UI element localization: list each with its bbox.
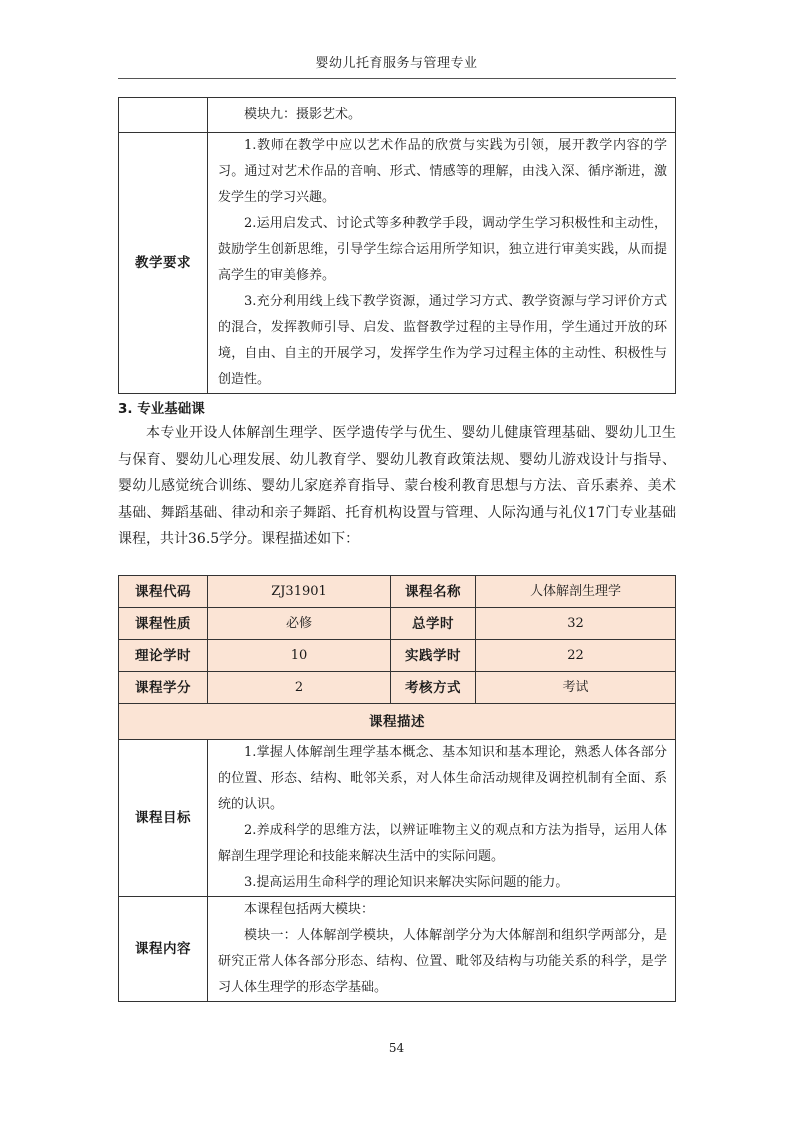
- teaching-requirements-label: 教学要求: [119, 133, 208, 394]
- requirement-paragraph: 2.运用启发式、讨论式等多种教学手段，调动学生学习积极性和主动性，鼓励学生创新思维，引导学生综合运用所学知识，独立进行审美实践，从而提高学生的审美修养。: [218, 216, 667, 283]
- table-row: [119, 133, 676, 394]
- empty-label-cell: [119, 98, 208, 133]
- course-content-cell: [208, 897, 676, 1002]
- course-objectives-content: [208, 740, 676, 897]
- content-paragraph: 模块一：人体解剖学模块，人体解剖学分为大体解剖和组织学两部分，是研究正常人体各部分形态、结构、位置、毗邻及结构与功能关系的科学，是学习人体生理学的形态学基础。: [218, 928, 667, 995]
- course-objectives-label: 课程目标: [119, 740, 208, 897]
- theory-hours-label: 理论学时: [119, 640, 208, 672]
- course-code-label: 课程代码: [119, 576, 208, 608]
- practice-hours-label: 实践学时: [391, 640, 476, 672]
- course-description-heading: 课程描述: [119, 704, 676, 740]
- assessment-label: 考核方式: [391, 672, 476, 704]
- objective-paragraph: 1.掌握人体解剖生理学基本概念、基本知识和基本理论，熟悉人体各部分的位置、形态、结构、毗邻关系，对人体生命活动规律及调控机制有全面、系统的认识。: [218, 745, 667, 812]
- page-number: 54: [388, 1041, 405, 1055]
- assessment-value: 考试: [476, 672, 676, 704]
- table-row: [119, 608, 676, 640]
- requirement-paragraph: 3.充分利用线上线下教学资源，通过学习方式、教学资源与学习评价方式的混合，发挥教师引导、启发、监督教学过程的主导作用，学生通过开放的环境，自由、自主的开展学习，发挥学生作为学习过程主体的主动性、积极性与创造性。: [218, 294, 667, 387]
- course-nature-label: 课程性质: [119, 608, 208, 640]
- course-nature-value: 必修: [208, 608, 391, 640]
- module-nine-cell: [208, 98, 676, 133]
- credits-label: 课程学分: [119, 672, 208, 704]
- table-row: [119, 897, 676, 1002]
- section-title: 3. 专业基础课: [118, 401, 205, 417]
- objective-paragraph: 3.提高运用生命科学的理论知识来解决实际问题的能力。: [244, 875, 569, 890]
- table-row: [119, 640, 676, 672]
- table-row: [119, 704, 676, 740]
- module-nine-text: 模块九：摄影艺术。: [244, 107, 362, 122]
- total-hours-value: 32: [476, 608, 676, 640]
- credits-value: 2: [208, 672, 391, 704]
- course-table: [118, 575, 676, 1002]
- teaching-requirements-content: [208, 133, 676, 394]
- course-code-value: ZJ31901: [208, 576, 391, 608]
- total-hours-label: 总学时: [391, 608, 476, 640]
- theory-hours-value: 10: [208, 640, 391, 672]
- content-paragraph: 本课程包括两大模块：: [244, 902, 375, 917]
- course-name-label: 课程名称: [391, 576, 476, 608]
- objective-paragraph: 2.养成科学的思维方法，以辨证唯物主义的观点和方法为指导，运用人体解剖生理学理论和技能来解决生活中的实际问题。: [218, 823, 667, 864]
- course-content-label: 课程内容: [119, 897, 208, 1002]
- table-row: [119, 576, 676, 608]
- teaching-table: [118, 97, 676, 394]
- table-row: [119, 98, 676, 133]
- page-header: 婴幼儿托育服务与管理专业: [315, 56, 478, 71]
- header-divider: [118, 78, 676, 79]
- table-row: [119, 672, 676, 704]
- section-paragraph: 本专业开设人体解剖生理学、医学遗传学与优生、婴幼儿健康管理基础、婴幼儿卫生与保育、婴幼儿心理发展、幼儿教育学、婴幼儿教育政策法规、婴幼儿游戏设计与指导、婴幼儿感觉统合训练、婴幼儿家庭养育指导、蒙台梭利教育思想与方法、音乐素养、美术基础、舞蹈基础、律动和亲子舞蹈、托育机构设置与管理、人际沟通与礼仪17门专业基础课程，共计36.5学分。课程描述如下：: [118, 425, 676, 547]
- requirement-paragraph: 1.教师在教学中应以艺术作品的欣赏与实践为引领，展开教学内容的学习。通过对艺术作品的音响、形式、情感等的理解，由浅入深、循序渐进，激发学生的学习兴趣。: [218, 138, 667, 205]
- table-row: [119, 740, 676, 897]
- course-name-value: 人体解剖生理学: [476, 576, 676, 608]
- practice-hours-value: 22: [476, 640, 676, 672]
